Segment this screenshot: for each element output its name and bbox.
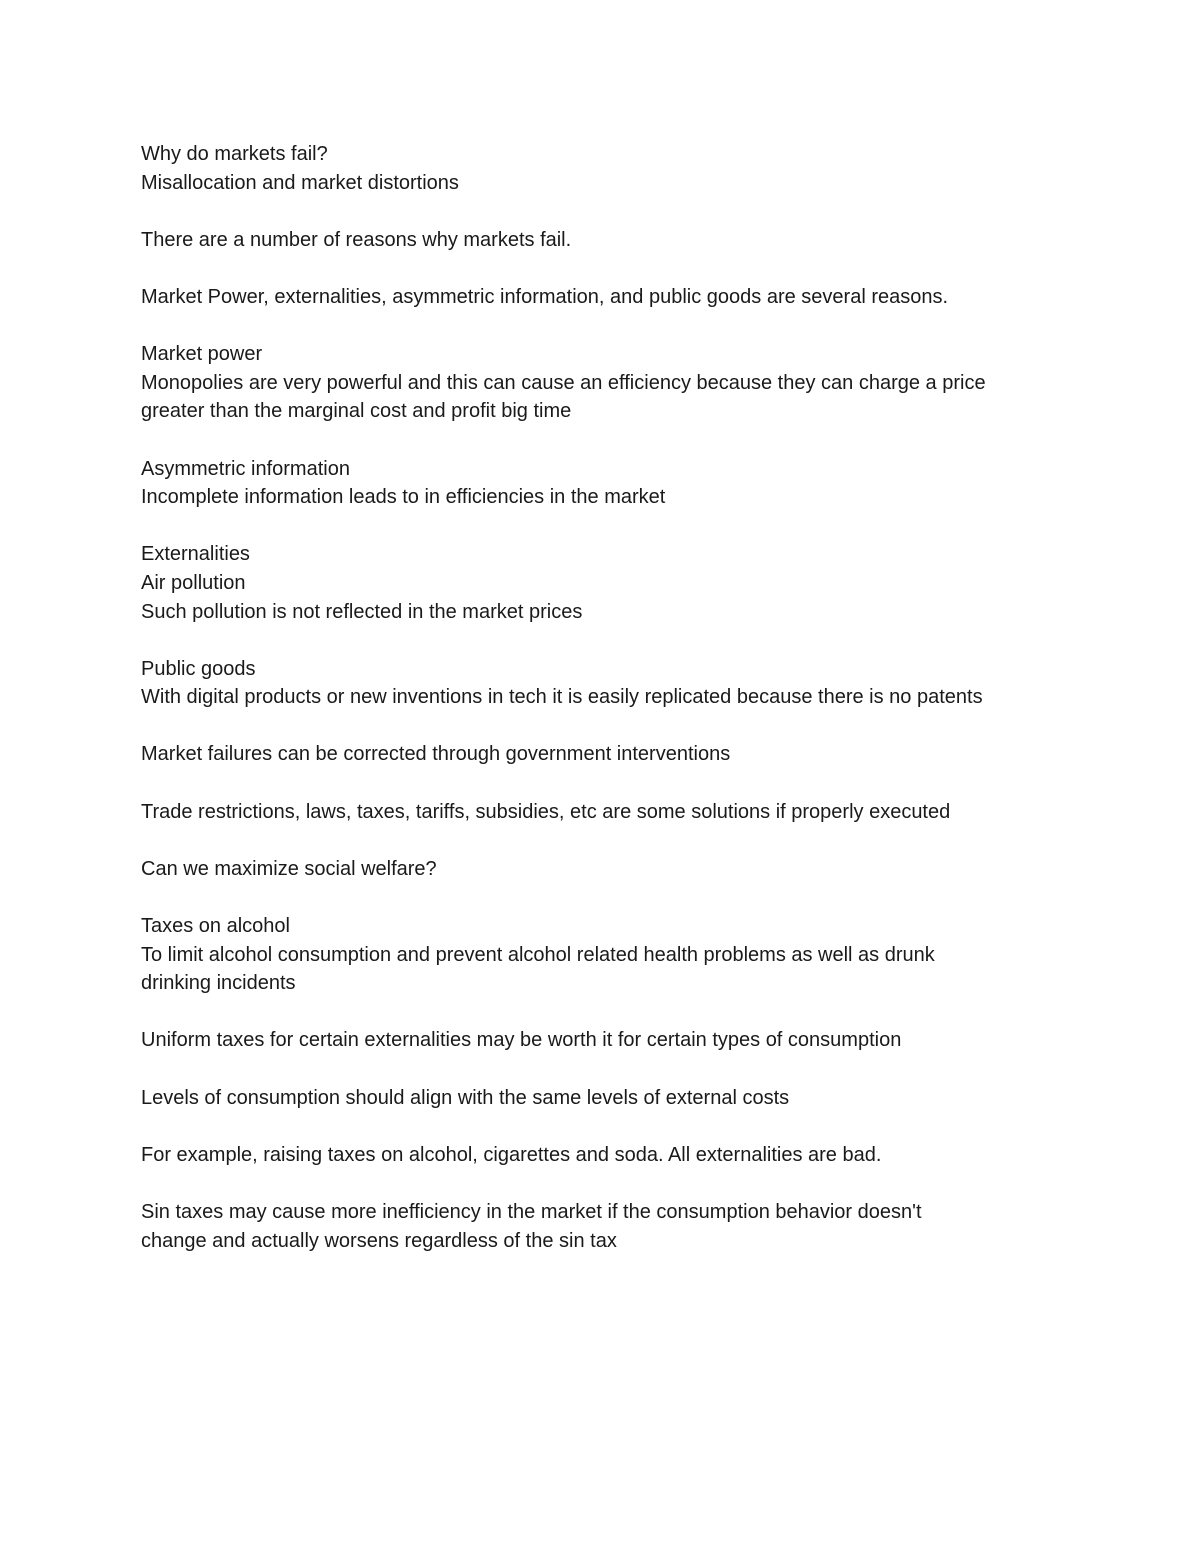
paragraph-heading-line: Asymmetric information: [141, 457, 350, 480]
paragraph: [141, 283, 1071, 312]
paragraph: [141, 540, 1071, 626]
paragraph: [141, 140, 1071, 197]
text-line: Misallocation and market distortions: [141, 171, 459, 194]
paragraph: [141, 455, 1071, 512]
text-line: Incomplete information leads to in efficiencies in the market: [141, 486, 666, 509]
text-line: With digital products or new inventions in tech it is easily replicated because there is no patents: [141, 686, 983, 709]
text-line: drinking incidents: [141, 972, 296, 995]
text-line: To limit alcohol consumption and prevent alcohol related health problems as well as drunk: [141, 943, 935, 966]
text-line: Monopolies are very powerful and this can cause an efficiency because they can charge a price: [141, 371, 986, 394]
text-line: greater than the marginal cost and profit big time: [141, 400, 572, 423]
paragraph: [141, 1141, 1071, 1170]
paragraph-heading-line: Why do markets fail?: [141, 143, 328, 165]
paragraph: [141, 798, 1071, 827]
text-line: Levels of consumption should align with the same levels of external costs: [141, 1086, 790, 1109]
paragraph: [141, 1026, 1071, 1055]
text-line: change and actually worsens regardless of the sin tax: [141, 1229, 617, 1252]
paragraph: [141, 855, 1071, 884]
paragraph: [141, 1198, 1071, 1255]
text-line: Uniform taxes for certain externalities may be worth it for certain types of consumption: [141, 1029, 902, 1052]
text-line: Market Power, externalities, asymmetric information, and public goods are several reasons.: [141, 285, 949, 308]
text-line: There are a number of reasons why markets fail.: [141, 228, 572, 251]
paragraph-heading-line: Sin taxes may cause more inefficiency in the market if the consumption behavior doesn't: [141, 1200, 922, 1223]
document-body: [141, 140, 1071, 1255]
text-line: Air pollution: [141, 571, 246, 594]
text-line: Trade restrictions, laws, taxes, tariffs, subsidies, etc are some solutions if properly executed: [141, 800, 951, 823]
paragraph-heading-line: Market power: [141, 343, 263, 366]
paragraph: [141, 655, 1071, 712]
text-line: Market failures can be corrected through government interventions: [141, 743, 731, 766]
text-line: Can we maximize social welfare?: [141, 857, 437, 880]
paragraph-heading-line: Externalities: [141, 543, 250, 566]
text-line: Such pollution is not reflected in the market prices: [141, 600, 583, 623]
paragraph: [141, 1084, 1071, 1113]
paragraph: [141, 226, 1071, 255]
paragraph: [141, 740, 1071, 769]
paragraph-heading-line: Taxes on alcohol: [141, 915, 290, 938]
paragraph: [141, 340, 1071, 426]
text-line: For example, raising taxes on alcohol, cigarettes and soda. All externalities are bad.: [141, 1143, 882, 1166]
paragraph-heading-line: Public goods: [141, 657, 256, 680]
paragraph: [141, 912, 1071, 998]
